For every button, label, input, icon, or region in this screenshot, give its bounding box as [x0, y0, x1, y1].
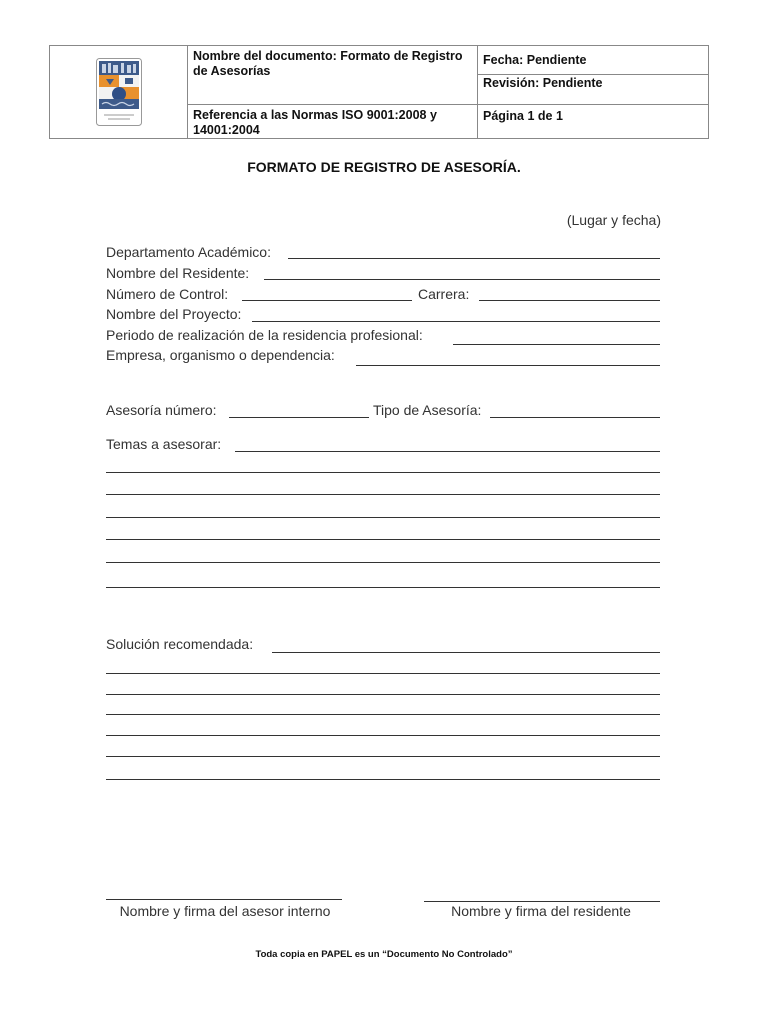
advisory-type-label: Tipo de Asesoría:: [373, 402, 482, 418]
document-name: Nombre del documento: Formato de Registro de Asesorías: [193, 49, 463, 78]
table-divider: [477, 46, 478, 138]
solution-field-line[interactable]: [106, 756, 660, 757]
solution-field-line[interactable]: [106, 735, 660, 736]
uncontrolled-copy-note: Toda copia en PAPEL es un “Documento No Controlado”: [255, 949, 513, 960]
resident-name-field-line[interactable]: [264, 279, 660, 280]
table-divider: [187, 46, 188, 138]
solution-field-line[interactable]: [272, 652, 660, 653]
period-field-line[interactable]: [453, 344, 660, 345]
place-date-label: (Lugar y fecha): [566, 212, 661, 228]
topics-field-line[interactable]: [106, 562, 660, 563]
topics-field-line[interactable]: [106, 472, 660, 473]
company-label: Empresa, organismo o dependencia:: [106, 347, 335, 363]
topics-field-line[interactable]: [106, 587, 660, 588]
company-field-line[interactable]: [356, 365, 660, 366]
solution-field-line[interactable]: [106, 714, 660, 715]
topics-field-line[interactable]: [106, 494, 660, 495]
project-name-label: Nombre del Proyecto:: [106, 306, 242, 322]
resident-signature-label: Nombre y firma del residente: [451, 903, 631, 919]
solution-field-line[interactable]: [106, 673, 660, 674]
advisory-number-field-line[interactable]: [229, 417, 369, 418]
resident-name-label: Nombre del Residente:: [106, 265, 250, 281]
control-number-label: Número de Control:: [106, 286, 229, 302]
page-number: Página 1 de 1: [483, 109, 563, 123]
period-label: Periodo de realización de la residencia profesional:: [106, 327, 423, 343]
advisor-signature-line[interactable]: [106, 899, 342, 900]
iso-reference: Referencia a las Normas ISO 9001:2008 y 14001:2004: [193, 108, 437, 137]
topics-label: Temas a asesorar:: [106, 436, 222, 452]
department-field-line[interactable]: [288, 258, 660, 259]
form-title: FORMATO DE REGISTRO DE ASESORÍA.: [247, 159, 521, 175]
solution-field-line[interactable]: [106, 694, 660, 695]
topics-field-line[interactable]: [235, 451, 660, 452]
advisory-type-field-line[interactable]: [490, 417, 660, 418]
table-divider: [477, 74, 709, 75]
document-header-table: [49, 45, 709, 139]
document-revision: Revisión: Pendiente: [483, 76, 603, 90]
institution-logo: [96, 58, 142, 126]
topics-field-line[interactable]: [106, 517, 660, 518]
document-date: Fecha: Pendiente: [483, 53, 587, 67]
table-divider: [187, 104, 709, 105]
solution-field-line[interactable]: [106, 779, 660, 780]
department-label: Departamento Académico:: [106, 244, 271, 260]
solution-label: Solución recomendada:: [106, 636, 254, 652]
career-label: Carrera:: [418, 286, 470, 302]
career-field-line[interactable]: [479, 300, 660, 301]
control-number-field-line[interactable]: [242, 300, 412, 301]
project-name-field-line[interactable]: [252, 321, 660, 322]
topics-field-line[interactable]: [106, 539, 660, 540]
advisory-number-label: Asesoría número:: [106, 402, 217, 418]
advisor-signature-label: Nombre y firma del asesor interno: [119, 903, 331, 919]
resident-signature-line[interactable]: [424, 901, 660, 902]
